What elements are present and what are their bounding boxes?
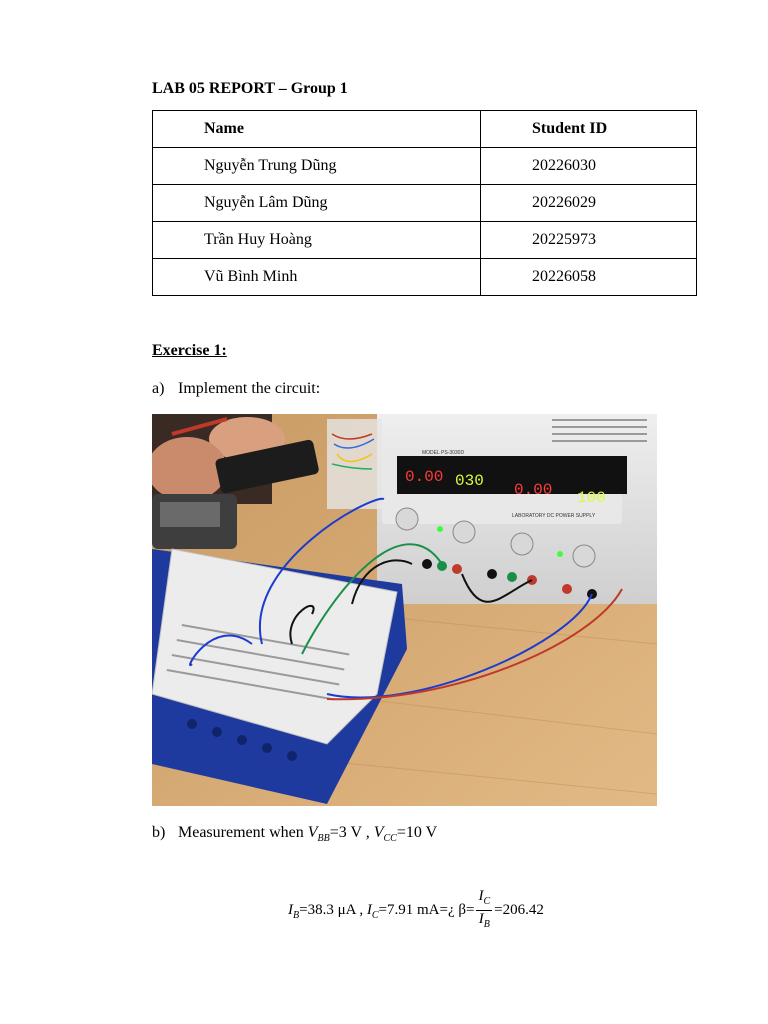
table-row — [153, 148, 697, 185]
display-3: 0.00 — [514, 481, 553, 499]
cell-name: Nguyễn Lâm Dũng — [153, 185, 481, 222]
display-2: 030 — [455, 472, 484, 490]
item-b-text: Measurement when — [178, 824, 304, 841]
cell-student-id: 20226058 — [481, 259, 697, 296]
vcc-symbol: V — [373, 824, 384, 841]
exercise-heading: Exercise 1: — [152, 342, 227, 359]
panel-label: LABORATORY DC POWER SUPPLY — [512, 513, 596, 519]
vbb-symbol: V — [307, 824, 318, 841]
item-a-label: a) — [152, 380, 165, 397]
header-name: Name — [153, 111, 481, 148]
cell-student-id: 20226029 — [481, 185, 697, 222]
vbb-value: =3 V , — [329, 824, 370, 841]
ic-symbol: I — [366, 901, 372, 918]
table-row — [153, 222, 697, 259]
display-4: 100 — [577, 489, 606, 507]
beta-fraction — [476, 888, 492, 933]
cell-name: Nguyễn Trung Dũng — [153, 148, 481, 185]
report-title: LAB 05 REPORT – Group 1 — [152, 80, 348, 97]
item-b — [152, 824, 437, 844]
display-1: 0.00 — [405, 468, 444, 486]
circuit-photo — [152, 414, 657, 806]
beta-result: =206.42 — [494, 901, 544, 918]
item-a — [152, 380, 320, 398]
numerator-sub: C — [483, 896, 491, 907]
ib-value: =38.3 μA , — [299, 901, 364, 918]
fraction-denominator: I — [478, 911, 484, 927]
table-header-row — [153, 111, 697, 148]
table-row — [153, 185, 697, 222]
model-label: MODEL PS-3030D — [422, 450, 465, 456]
item-b-label: b) — [152, 824, 166, 841]
ib-symbol: I — [288, 901, 293, 918]
ic-sub: C — [371, 909, 379, 921]
vbb-sub: BB — [317, 833, 330, 845]
denominator-sub: B — [483, 919, 490, 930]
table-row — [153, 259, 697, 296]
ic-value: =7.91 mA=¿ β= — [378, 901, 475, 918]
cell-student-id: 20225973 — [481, 222, 697, 259]
fraction-numerator: I — [478, 888, 484, 904]
cell-name: Vũ Bình Minh — [153, 259, 481, 296]
beta-formula — [288, 888, 544, 933]
header-student-id: Student ID — [481, 111, 697, 148]
cell-student-id: 20226030 — [481, 148, 697, 185]
members-table — [152, 110, 697, 296]
ib-sub: B — [293, 909, 300, 921]
cell-name: Trần Huy Hoàng — [153, 222, 481, 259]
vcc-value: =10 V — [396, 824, 438, 841]
vcc-sub: CC — [383, 833, 397, 845]
item-a-text: Implement the circuit: — [178, 380, 321, 397]
